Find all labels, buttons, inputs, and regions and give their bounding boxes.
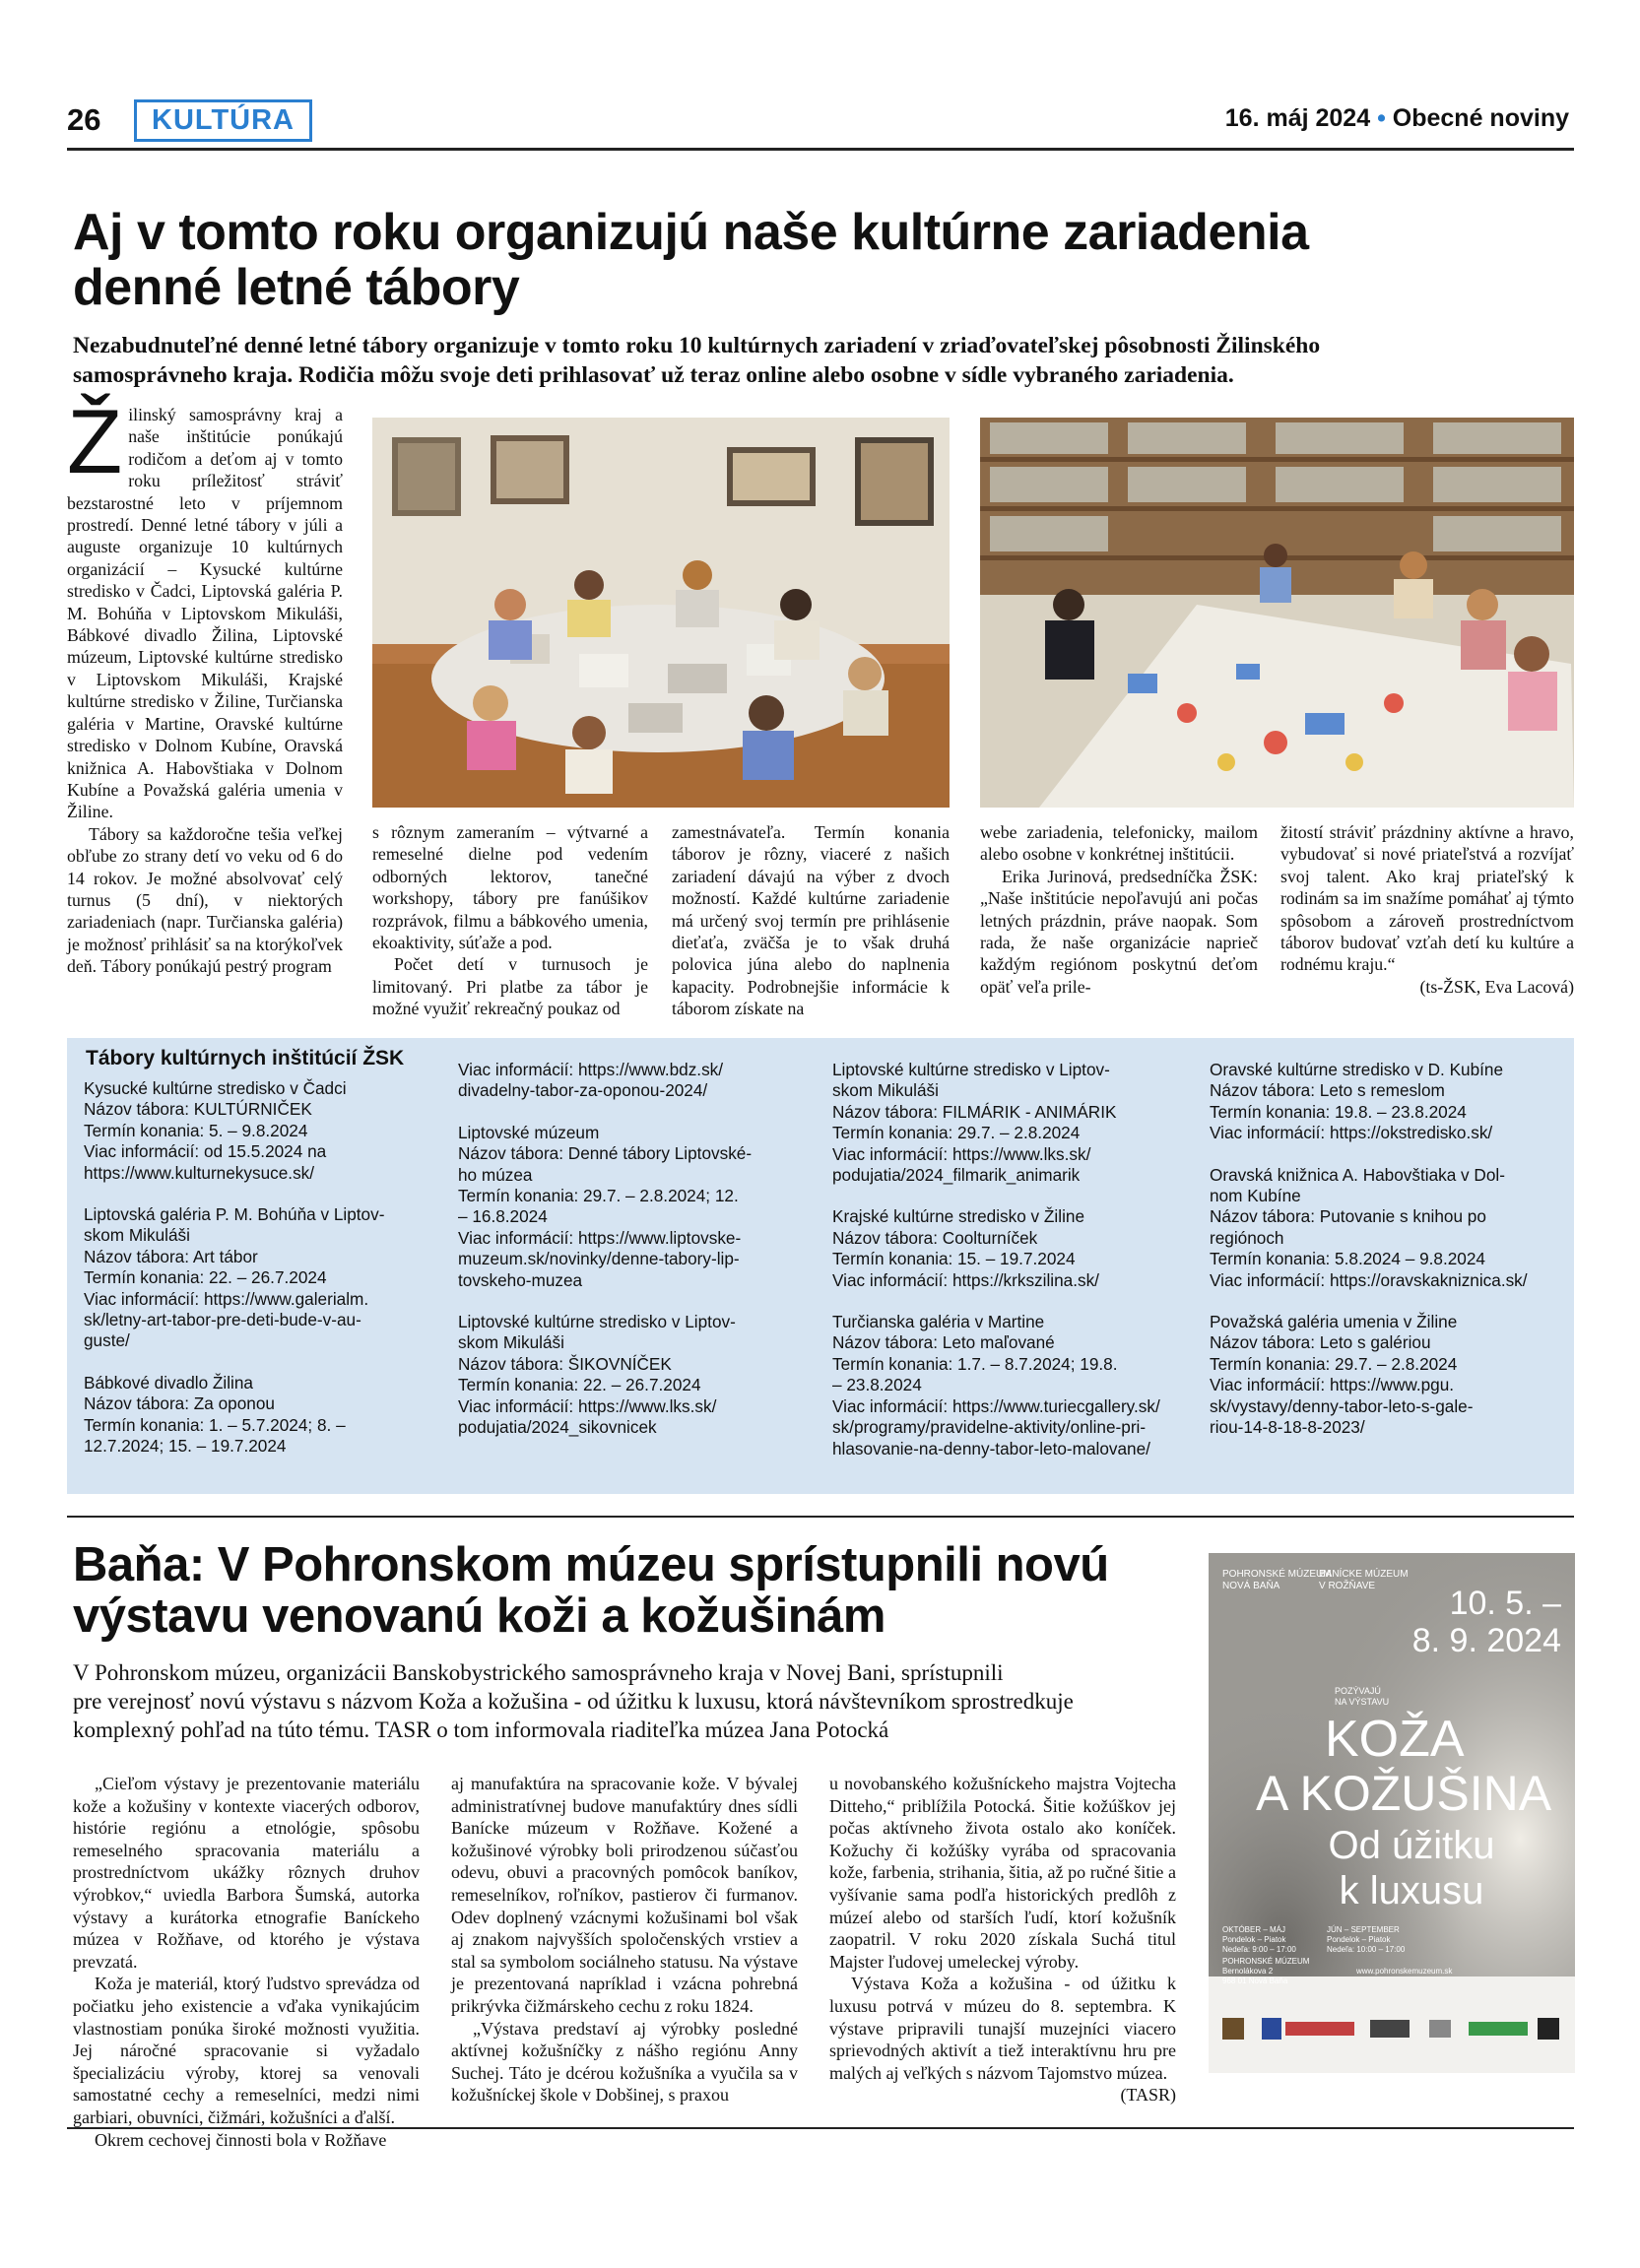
section-label: KULTÚRA <box>134 99 312 142</box>
lead-line: samosprávneho kraja. Rodičia môžu svoje deti prihlasovať už teraz online alebo osobne v sídle vybraného zariadenia. <box>73 362 1234 388</box>
logo-mark <box>1370 2020 1410 2038</box>
camp-entry-line: regiónoch <box>1210 1227 1284 1248</box>
camp-entry-line: Viac informácií: https://www.bdz.sk/ <box>458 1060 724 1079</box>
camp-entry-line: riou-14-8-18-8-2023/ <box>1210 1417 1365 1438</box>
page-number: 26 <box>67 102 101 137</box>
camp-entry-line: Viac informácií: https://www.galerialm. <box>84 1288 369 1309</box>
info-box-title: Tábory kultúrnych inštitúcií ŽSK <box>86 1047 405 1069</box>
article2-headline <box>73 1539 1176 1642</box>
camp-entry-line: Názov tábora: Denné tábory Liptovské- <box>458 1143 753 1164</box>
camp-entry-line: Turčianska galéria v Martine <box>832 1312 1045 1332</box>
camp-entry-line: Viac informácií: https://oravskakniznica.sk/ <box>1210 1269 1528 1290</box>
camp-entry-line: Viac informácií: https://www.pgu. <box>1210 1375 1455 1395</box>
paragraph: zamestnávateľa. Termín konania táborov je rôzny, viaceré z našich zariadení dávajú na výber z dvoch možností. Každé kultúrne zariadenie má určený svoj termín pre prihlásenie dieťaťa, zväčša je to však druhá polovica júna alebo do naplnenia kapacity. Podrobnejšie informácie k táborom získate na <box>672 822 950 1019</box>
logo-mark <box>1262 2018 1281 2040</box>
poster-hours-1 <box>1222 1925 1296 1955</box>
camp-entry-line: Názov tábora: KULTÚRNIČEK <box>84 1099 312 1120</box>
poster-text: Od úžitku <box>1328 1824 1495 1867</box>
camp-entry-line: Názov tábora: Leto s galériou <box>1210 1332 1431 1353</box>
camp-entry-line: Krajské kultúrne stredisko v Žiline <box>832 1206 1084 1227</box>
camp-entry-line: Termín konania: 29.7. – 2.8.2024 <box>832 1123 1081 1143</box>
poster-text: Nedeľa: 9:00 – 17:00 <box>1222 1945 1296 1954</box>
lead-line: komplexný pohľad na túto tému. TASR o tom informovala riaditeľka múzea Jana Potocká <box>73 1717 889 1742</box>
camp-entry-line: Termín konania: 1.7. – 8.7.2024; 19.8. <box>832 1353 1118 1374</box>
paragraph: webe zariadenia, telefonicky, mailom alebo osobne v konkrétnej inštitúcii. <box>980 822 1258 865</box>
photo-illustration <box>372 418 950 808</box>
poster-org-1 <box>1222 1569 1332 1592</box>
camp-entry-line: Názov tábora: FILMÁRIK - ANIMÁRIK <box>832 1101 1117 1122</box>
info-box-column-2 <box>458 1060 813 1459</box>
poster-text: NA VÝSTAVU <box>1335 1697 1390 1707</box>
poster-title <box>1256 1766 1551 1821</box>
camp-entry-line: Názov tábora: Za oponou <box>84 1393 275 1414</box>
camp-entry-line: Viac informácií: https://www.lks.sk/ <box>458 1395 717 1416</box>
paragraph: Erika Jurinová, predsedníčka ŽSK: „Naše inštitúcie nepoľavujú ani počas letných prázdnin, práve naopak. Som rada, že naše organizácie naprieč každým regiónom poskytnú deťom opäť veľa prile- <box>980 866 1258 997</box>
camp-entry-line: Bábkové divadlo Žilina <box>84 1372 253 1393</box>
camp-entry-line: Termín konania: 29.7. – 2.8.2024 <box>1210 1353 1458 1374</box>
logo-mark <box>1429 2020 1451 2038</box>
poster-text: Pondelok – Piatok <box>1222 1935 1286 1944</box>
camp-entry-line: Názov tábora: ŠIKOVNÍČEK <box>458 1353 672 1374</box>
camp-entry-line: podujatia/2024_filmarik_animarik <box>832 1165 1081 1186</box>
poster-title <box>1325 1711 1465 1768</box>
camp-entry-line: Kysucké kultúrne stredisko v Čadci <box>84 1078 347 1098</box>
camp-entry-line: Viac informácií: https://www.lks.sk/ <box>832 1143 1091 1164</box>
camp-entry-line: Termín konania: 22. – 26.7.2024 <box>84 1267 327 1288</box>
camp-entry-line: Viac informácií: https://krkszilina.sk/ <box>832 1269 1099 1290</box>
article1-column-1 <box>67 392 343 1029</box>
camp-entry-line: Názov tábora: Art tábor <box>84 1246 258 1266</box>
lead-line: Nezabudnuteľné denné letné tábory organizuje v tomto roku 10 kultúrnych zariadení v zriaďovateľskej pôsobnosti Žilinského <box>73 333 1321 358</box>
camp-entry-line: guste/ <box>84 1330 130 1351</box>
issue-info <box>1225 104 1569 133</box>
poster-hours-2 <box>1327 1925 1405 1955</box>
poster-text: k luxusu <box>1339 1869 1484 1912</box>
camp-entry <box>84 1373 438 1458</box>
camp-entry <box>832 1312 1197 1459</box>
camp-entry <box>832 1060 1197 1186</box>
poster-partner-logos <box>1222 2016 1561 2041</box>
drop-cap: Ž <box>67 392 123 492</box>
poster-text: Pondelok – Piatok <box>1327 1935 1391 1944</box>
article2-lead <box>73 1658 1176 1744</box>
camp-entry-line: sk/letny-art-tabor-pre-deti-bude-v-au- <box>84 1310 361 1330</box>
logo-mark <box>1469 2022 1528 2036</box>
headline-line: denné letné tábory <box>73 259 520 316</box>
camp-entry-line: Oravská knižnica A. Habovštiaka v Dol- <box>1210 1164 1505 1185</box>
camp-entry-line: ho múzea <box>458 1164 533 1185</box>
camp-entry <box>1210 1165 1569 1291</box>
poster-text: POHRONSKÉ MÚZEUM <box>1222 1569 1332 1580</box>
camp-entry <box>458 1123 813 1291</box>
author-credit: (TASR) <box>1120 2085 1176 2106</box>
camp-entry-line: Viac informácií: https://okstredisko.sk/ <box>1210 1123 1493 1143</box>
camp-entry-line: Názov tábora: Leto s remeslom <box>1210 1080 1445 1101</box>
camp-entry-line: Názov tábora: Putovanie s knihou po <box>1210 1206 1486 1227</box>
camp-entry-line: Liptovské kultúrne stredisko v Liptov- <box>458 1312 736 1332</box>
article2-column-2 <box>451 1773 798 2112</box>
camp-entry-line: skom Mikuláši <box>84 1225 190 1246</box>
camp-entry <box>458 1060 813 1102</box>
lead-line: pre verejnosť novú výstavu s názvom Koža a kožušina - od úžitku k luxusu, ktorá návštevníkom sprostredkuje <box>73 1689 1074 1714</box>
camp-entry-line: tovskeho-muzea <box>458 1269 583 1290</box>
camp-entry-line: Viac informácií: od 15.5.2024 na <box>84 1141 327 1162</box>
paragraph: žitostí stráviť prázdniny aktívne a hravo, vybudovať si nové priateľstvá a rozvíjať svoj talent. Ako kraj priateľský k rodinám sa im snažíme pomáhať aj týmto spôsobom a zároveň prostredníctvom táborov budovať vzťah detí ku kultúre a rodnému kraju.“ <box>1280 822 1574 975</box>
poster-text: POHRONSKÉ MÚZEUM <box>1222 1957 1310 1966</box>
headline-line: výstavu venovanú koži a kožušinám <box>73 1589 886 1643</box>
lead-line: V Pohronskom múzeu, organizácii Banskobystrického samosprávneho kraja v Novej Bani, sprístupnili <box>73 1660 1004 1685</box>
article1-headline <box>73 205 1550 315</box>
camp-entry-line: Termín konania: 19.8. – 23.8.2024 <box>1210 1101 1467 1122</box>
camp-entry-line: Viac informácií: https://www.turiecgallery.sk/ <box>832 1395 1160 1416</box>
poster-subtitle <box>1293 1823 1530 1913</box>
poster-text: KOŽA <box>1325 1711 1465 1768</box>
camp-entry-line: Názov tábora: Coolturníček <box>832 1227 1038 1248</box>
poster-website: www.pohronskemuzeum.sk <box>1356 1967 1453 1976</box>
poster-address <box>1222 1957 1309 1986</box>
camp-entry-line: https://www.kulturnekysuce.sk/ <box>84 1162 315 1183</box>
article2-column-1 <box>73 1773 420 2150</box>
camp-entry-line: Oravské kultúrne stredisko v D. Kubíne <box>1210 1060 1504 1079</box>
poster-text: V ROŽŇAVE <box>1319 1581 1376 1591</box>
camp-entry <box>1210 1060 1569 1144</box>
paragraph: Tábory sa každoročne tešia veľkej obľube zo strany detí vo veku od 6 do 14 rokov. Je možné absolvovať celý turnus (5 dní), v niektorých zariadeniach (napr. Turčianska galéria) je možnosť prihlásiť sa na ktorýkoľvek deň. Tábory ponúkajú pestrý program <box>67 823 343 977</box>
info-box-column-4 <box>1210 1060 1569 1459</box>
camp-entry-line: Termín konania: 29.7. – 2.8.2024; 12. <box>458 1186 739 1206</box>
poster-text: JÚN – SEPTEMBER <box>1327 1925 1400 1934</box>
bottom-rule <box>67 2127 1574 2129</box>
photo-illustration <box>980 418 1574 808</box>
camp-entry-line: Termín konania: 15. – 19.7.2024 <box>832 1249 1076 1269</box>
poster-text: Bernolákova 2 <box>1222 1967 1274 1976</box>
camp-entry <box>832 1206 1197 1291</box>
article-divider <box>67 1516 1574 1518</box>
article2-column-3 <box>829 1773 1176 2112</box>
issue-date: 16. máj 2024 <box>1224 104 1371 132</box>
headline-line: Aj v tomto roku organizujú naše kultúrne zariadenia <box>73 204 1309 261</box>
paragraph: Okrem cechovej činnosti bola v Rožňave <box>95 2129 387 2150</box>
paragraph: aj manufaktúra na spracovanie kože. V bývalej administratívnej budove manufaktúry dnes sídli Banícke múzeum v Rožňave. Kožené a kožušinové výrobky boli prirodzenou súčasťou odevu, obuvi a pracovných pomôcok baníkov, remeselníkov, roľníkov, pastierov či furmanov. Odev doplnený vzácnymi kožušinami bol však aj znakom najvyšších spoločenských vrstiev a stal sa symbolom sociálneho statusu. Na výstave je prezentovaná napríklad i vzácna pohrebná prikrývka čižmárskeho cechu z roku 1824. <box>451 1774 798 2016</box>
camp-entry-line: Liptovské múzeum <box>458 1122 600 1142</box>
camp-entry-line: Termín konania: 5. – 9.8.2024 <box>84 1120 308 1140</box>
camp-entry-line: sk/programy/pravidelne-aktivity/online-pri- <box>832 1417 1147 1438</box>
camp-entry <box>1210 1312 1569 1438</box>
camp-entry <box>84 1204 438 1352</box>
camp-entry-line: Termín konania: 22. – 26.7.2024 <box>458 1375 701 1395</box>
article1-column-5 <box>1280 821 1574 1028</box>
paragraph: u novobanského kožušníckeho majstra Vojtecha Ditteho,“ priblížila Potocká. Šitie kožúškov jej počas aktívneho života ostalo ako koníček. Kožuchy či kožúšky vyrába od spracovania kože, farbenia, strihania, šitia, až po ručné šitie a vyšívanie sama podľa historických predlôh z múzeí alebo od starších ľudí, ktorí kožušník zaopatril. V roku 2020 získala Suchá titul Majster ľudovej umeleckej výroby. <box>829 1774 1176 1972</box>
camp-entry-line: – 16.8.2024 <box>458 1206 548 1227</box>
paragraph: „Výstava predstaví aj výrobky posledné aktívnej kožušníčky z nášho regiónu Anny Suchej. Táto je dcérou kožušníka a vyučila sa v kožušníckej škole v Dobšinej, s praxou <box>451 2018 798 2106</box>
paragraph: Výstava Koža a kožušina - od úžitku k luxusu potrvá v múzeu do 8. septembra. K výstave pripravili tunajší muzejníci viacero sprievodných aktivít a tiež interaktívnu hru pre malých aj veľkých s názvom Tajomstvo múzea. <box>829 1974 1176 2083</box>
paragraph: Počet detí v turnusoch je limitovaný. Pri platbe za tábor je možné využiť rekreačný poukaz od <box>372 954 648 1019</box>
info-box-column-1 <box>84 1078 438 1478</box>
header-rule <box>67 148 1574 151</box>
publication-name: Obecné noviny <box>1392 104 1569 132</box>
article1-lead <box>73 331 1550 390</box>
paragraph: s rôznym zameraním – výtvarné a remeselné dielne pod vedením odborných lektorov, tanečné workshopy, tábory pre fanúšikov rozprávok, filmu a bábkového umenia, ekoaktivity, súťaže a pod. <box>372 822 648 953</box>
poster-invite <box>1335 1686 1389 1708</box>
poster-text: OKTÓBER – MÁJ <box>1222 1925 1286 1934</box>
logo-mark <box>1222 2018 1244 2040</box>
poster-text: 10. 5. – <box>1449 1585 1561 1622</box>
article1-column-2 <box>372 821 648 1028</box>
photo-children-workshop-hall <box>372 418 950 808</box>
poster-text: 968 01 Nová Baňa <box>1222 1976 1288 1985</box>
paragraph: Koža je materiál, ktorý ľudstvo sprevádza od počiatku jeho existencie a vďaka vynikajúcim vlastnostiam ponúka široké možnosti využitia. Jej náročné spracovanie si vyžadalo špecializáciu výroby, ktorej sa venovali samostatné cechy a remeselníci, medzi nimi garbiari, obuvníci, čižmári, kožušníci a ďalší. <box>73 1974 420 2127</box>
camp-entry-line: sk/vystavy/denny-tabor-leto-s-gale- <box>1210 1395 1474 1416</box>
camp-entry-line: – 23.8.2024 <box>832 1375 922 1395</box>
camp-entry-line: Liptovská galéria P. M. Bohúňa v Liptov- <box>84 1204 385 1225</box>
paragraph: „Cieľom výstavy je prezentovanie materiálu kože a kožušiny v kontexte viacerých odborov, histórie regiónu a etnológie, spôsobu remeselného spracovania materiálu a prostredníctvom ukážky rôznych druhov výrobkov,“ uviedla Barbora Šumská, autorka výstavy a kurátorka etnografie Baníckeho múzea v Rožňave, od ktorého je výstava prevzatá. <box>73 1774 420 1972</box>
camp-entry-line: skom Mikuláši <box>458 1332 564 1353</box>
camp-entry-line: Termín konania: 5.8.2024 – 9.8.2024 <box>1210 1249 1485 1269</box>
separator: • <box>1377 104 1386 132</box>
camp-entry-line: skom Mikuláši <box>832 1080 939 1101</box>
info-box-column-3 <box>832 1060 1197 1480</box>
poster-org-2 <box>1319 1569 1409 1592</box>
logo-mark <box>1285 2022 1354 2036</box>
article1-column-3 <box>672 821 950 1028</box>
paragraph: ilinský samosprávny kraj a naše inštitúcie ponúkajú rodičom a deťom aj v tomto roku príležitosť stráviť bezstarostné leto v príjemnom prostredí. Denné letné tábory v júli a auguste organizuje 10 kultúrnych organizácií – Kysucké kultúrne stredisko v Čadci, Liptovská galéria P. M. Bohúňa v Liptovskom Mikuláši, Bábkové divadlo Žilina, Liptovské múzeum, Liptovské kultúrne stredisko v Liptovskom Mikuláši, Krajské kultúrne stredisko v Žiline, Turčianska galéria v Martine, Oravské kultúrne stredisko v Dolnom Kubíne, Oravská knižnica A. Habovštiaka v Dolnom Kubíne a Považská galéria umenia v Žiline. <box>67 405 343 822</box>
camp-entry-line: Viac informácií: https://www.liptovske- <box>458 1227 742 1248</box>
camp-entry-line: Termín konania: 1. – 5.7.2024; 8. – <box>84 1414 346 1435</box>
camp-entry-line: Liptovské kultúrne stredisko v Liptov- <box>832 1060 1110 1079</box>
headline-line: Baňa: V Pohronskom múzeu sprístupnili novú <box>73 1538 1109 1591</box>
camp-entry-line: Názov tábora: Leto maľované <box>832 1332 1055 1353</box>
author-credit: (ts-ŽSK, Eva Lacová) <box>1419 976 1574 997</box>
exhibition-poster <box>1209 1553 1575 2073</box>
photo-children-library-tables <box>980 418 1574 808</box>
camp-entry-line: Považská galéria umenia v Žiline <box>1210 1312 1458 1332</box>
camp-entry <box>84 1078 438 1184</box>
camp-entry-line: podujatia/2024_sikovnicek <box>458 1417 657 1438</box>
poster-text: NOVÁ BAŇA <box>1222 1581 1280 1591</box>
camp-entry-line: hlasovanie-na-denny-tabor-leto-malovane/ <box>832 1438 1150 1458</box>
poster-text: A KOŽUŠINA <box>1256 1766 1552 1821</box>
poster-text: BANÍCKE MÚZEUM <box>1319 1569 1409 1580</box>
poster-text: 8. 9. 2024 <box>1411 1622 1561 1659</box>
camp-entry <box>458 1312 813 1438</box>
camp-entry-line: muzeum.sk/novinky/denne-tabory-lip- <box>458 1249 740 1269</box>
poster-dates <box>1412 1585 1561 1659</box>
poster-text: POZÝVAJÚ <box>1335 1686 1381 1696</box>
logo-mark <box>1538 2018 1559 2040</box>
camp-entry-line: nom Kubíne <box>1210 1186 1301 1206</box>
poster-text: Nedeľa: 10:00 – 17:00 <box>1327 1945 1406 1954</box>
camp-entry-line: divadelny-tabor-za-oponou-2024/ <box>458 1080 708 1101</box>
camp-entry-line: 12.7.2024; 15. – 19.7.2024 <box>84 1436 287 1457</box>
article1-column-4 <box>980 821 1258 1028</box>
